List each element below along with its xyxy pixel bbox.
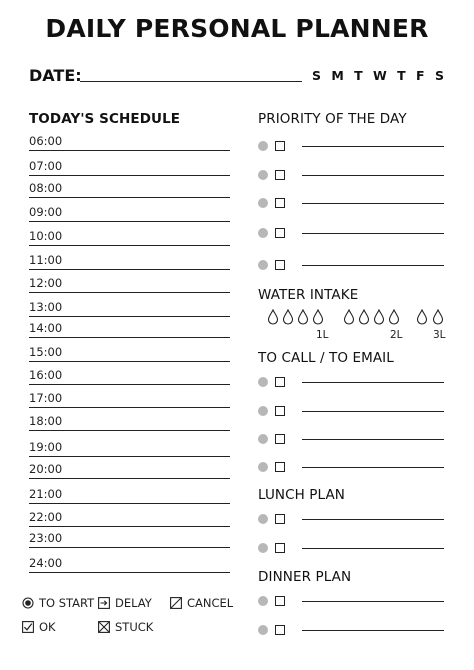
call-status-dot[interactable]	[258, 462, 268, 472]
dinner-status-dot[interactable]	[258, 596, 268, 606]
schedule-entry-line[interactable]	[29, 292, 230, 293]
water-drop-icon[interactable]	[416, 309, 428, 325]
schedule-entry-line[interactable]	[29, 547, 230, 548]
legend-delay	[98, 596, 152, 610]
date-field-line[interactable]	[80, 81, 302, 82]
water-intake-title: WATER INTAKE	[258, 287, 359, 303]
priority-checkbox[interactable]	[275, 141, 285, 151]
schedule-entry-line[interactable]	[29, 361, 230, 362]
schedule-entry-line[interactable]	[29, 478, 230, 479]
schedule-time: 16:00	[29, 368, 63, 382]
call-status-dot[interactable]	[258, 434, 268, 444]
slash-box-icon	[170, 597, 182, 609]
schedule-entry-line[interactable]	[29, 430, 230, 431]
legend-cancel	[170, 596, 233, 610]
water-label-3l: 3L	[433, 329, 446, 341]
lunch-entry-line[interactable]	[302, 519, 444, 520]
schedule-entry-line[interactable]	[29, 337, 230, 338]
dinner-plan-title: DINNER PLAN	[258, 569, 352, 585]
priority-status-dot[interactable]	[258, 228, 268, 238]
day-thursday[interactable]: T	[397, 68, 406, 83]
schedule-time: 10:00	[29, 229, 63, 243]
checkmark-box-icon	[22, 621, 34, 633]
day-monday[interactable]: M	[331, 68, 344, 83]
schedule-entry-line[interactable]	[29, 197, 230, 198]
schedule-time: 24:00	[29, 556, 63, 570]
schedule-entry-line[interactable]	[29, 221, 230, 222]
schedule-time: 17:00	[29, 391, 63, 405]
lunch-checkbox[interactable]	[275, 543, 285, 553]
priority-title: PRIORITY OF THE DAY	[258, 111, 407, 127]
priority-entry-line[interactable]	[302, 146, 444, 147]
call-checkbox[interactable]	[275, 434, 285, 444]
legend-cancel-label: CANCEL	[187, 596, 234, 610]
schedule-time: 11:00	[29, 253, 63, 267]
water-drop-icon[interactable]	[267, 309, 279, 325]
priority-status-dot[interactable]	[258, 141, 268, 151]
schedule-entry-line[interactable]	[29, 503, 230, 504]
call-entry-line[interactable]	[302, 411, 444, 412]
schedule-time: 15:00	[29, 345, 63, 359]
schedule-time: 06:00	[29, 134, 63, 148]
priority-status-dot[interactable]	[258, 198, 268, 208]
schedule-time: 22:00	[29, 510, 63, 524]
water-drop-icon[interactable]	[373, 309, 385, 325]
call-checkbox[interactable]	[275, 462, 285, 472]
schedule-time: 23:00	[29, 531, 63, 545]
lunch-plan-title: LUNCH PLAN	[258, 487, 346, 503]
day-tuesday[interactable]: T	[354, 68, 363, 83]
legend-stuck	[98, 620, 153, 634]
day-sunday[interactable]: S	[312, 68, 322, 83]
priority-status-dot[interactable]	[258, 170, 268, 180]
schedule-time: 09:00	[29, 205, 63, 219]
schedule-time: 12:00	[29, 276, 63, 290]
schedule-entry-line[interactable]	[29, 175, 230, 176]
dinner-checkbox[interactable]	[275, 625, 285, 635]
water-drop-icon[interactable]	[297, 309, 309, 325]
legend-delay-label: DELAY	[115, 596, 152, 610]
call-entry-line[interactable]	[302, 382, 444, 383]
priority-status-dot[interactable]	[258, 260, 268, 270]
schedule-time: 20:00	[29, 462, 63, 476]
call-email-title: TO CALL / TO EMAIL	[258, 350, 394, 366]
water-label-1l: 1L	[316, 329, 329, 341]
schedule-time: 14:00	[29, 321, 63, 335]
priority-checkbox[interactable]	[275, 228, 285, 238]
day-wednesday[interactable]: W	[373, 68, 387, 83]
call-entry-line[interactable]	[302, 439, 444, 440]
schedule-entry-line[interactable]	[29, 572, 230, 573]
water-drop-icon[interactable]	[432, 309, 444, 325]
call-checkbox[interactable]	[275, 406, 285, 416]
schedule-time: 08:00	[29, 181, 63, 195]
dinner-checkbox[interactable]	[275, 596, 285, 606]
lunch-status-dot[interactable]	[258, 514, 268, 524]
schedule-time: 21:00	[29, 487, 63, 501]
call-entry-line[interactable]	[302, 467, 444, 468]
call-checkbox[interactable]	[275, 377, 285, 387]
day-friday[interactable]: F	[416, 68, 425, 83]
legend-to-start-label: TO START	[39, 596, 95, 610]
date-label: DATE:	[29, 66, 82, 85]
water-label-2l: 2L	[390, 329, 403, 341]
legend-to-start	[22, 596, 94, 610]
legend-stuck-label: STUCK	[115, 620, 154, 634]
schedule-entry-line[interactable]	[29, 526, 230, 527]
legend-ok-label: OK	[39, 620, 56, 634]
schedule-entry-line[interactable]	[29, 150, 230, 151]
call-status-dot[interactable]	[258, 377, 268, 387]
weekday-selector	[312, 68, 444, 83]
schedule-entry-line[interactable]	[29, 407, 230, 408]
schedule-entry-line[interactable]	[29, 269, 230, 270]
priority-entry-line[interactable]	[302, 265, 444, 266]
schedule-entry-line[interactable]	[29, 316, 230, 317]
lunch-entry-line[interactable]	[302, 548, 444, 549]
day-saturday[interactable]: S	[434, 68, 444, 83]
schedule-entry-line[interactable]	[29, 456, 230, 457]
call-status-dot[interactable]	[258, 406, 268, 416]
priority-checkbox[interactable]	[275, 198, 285, 208]
legend-ok	[22, 620, 56, 634]
radio-dot-icon	[22, 597, 34, 609]
schedule-time: 18:00	[29, 414, 63, 428]
water-drop-icon[interactable]	[282, 309, 294, 325]
lunch-status-dot[interactable]	[258, 543, 268, 553]
water-drop-icon[interactable]	[312, 309, 324, 325]
schedule-time: 07:00	[29, 159, 63, 173]
schedule-entry-line[interactable]	[29, 245, 230, 246]
priority-checkbox[interactable]	[275, 170, 285, 180]
priority-entry-line[interactable]	[302, 203, 444, 204]
schedule-time: 13:00	[29, 300, 63, 314]
dinner-status-dot[interactable]	[258, 625, 268, 635]
priority-checkbox[interactable]	[275, 260, 285, 270]
page-title: DAILY PERSONAL PLANNER	[45, 14, 429, 43]
dinner-entry-line[interactable]	[302, 630, 444, 631]
dinner-entry-line[interactable]	[302, 601, 444, 602]
arrow-box-icon	[98, 597, 110, 609]
schedule-entry-line[interactable]	[29, 384, 230, 385]
cross-box-icon	[98, 621, 110, 633]
water-drop-icon[interactable]	[388, 309, 400, 325]
water-drop-icon[interactable]	[358, 309, 370, 325]
schedule-time: 19:00	[29, 440, 63, 454]
water-drop-icon[interactable]	[343, 309, 355, 325]
lunch-checkbox[interactable]	[275, 514, 285, 524]
schedule-title: TODAY'S SCHEDULE	[29, 111, 181, 127]
priority-entry-line[interactable]	[302, 175, 444, 176]
priority-entry-line[interactable]	[302, 233, 444, 234]
